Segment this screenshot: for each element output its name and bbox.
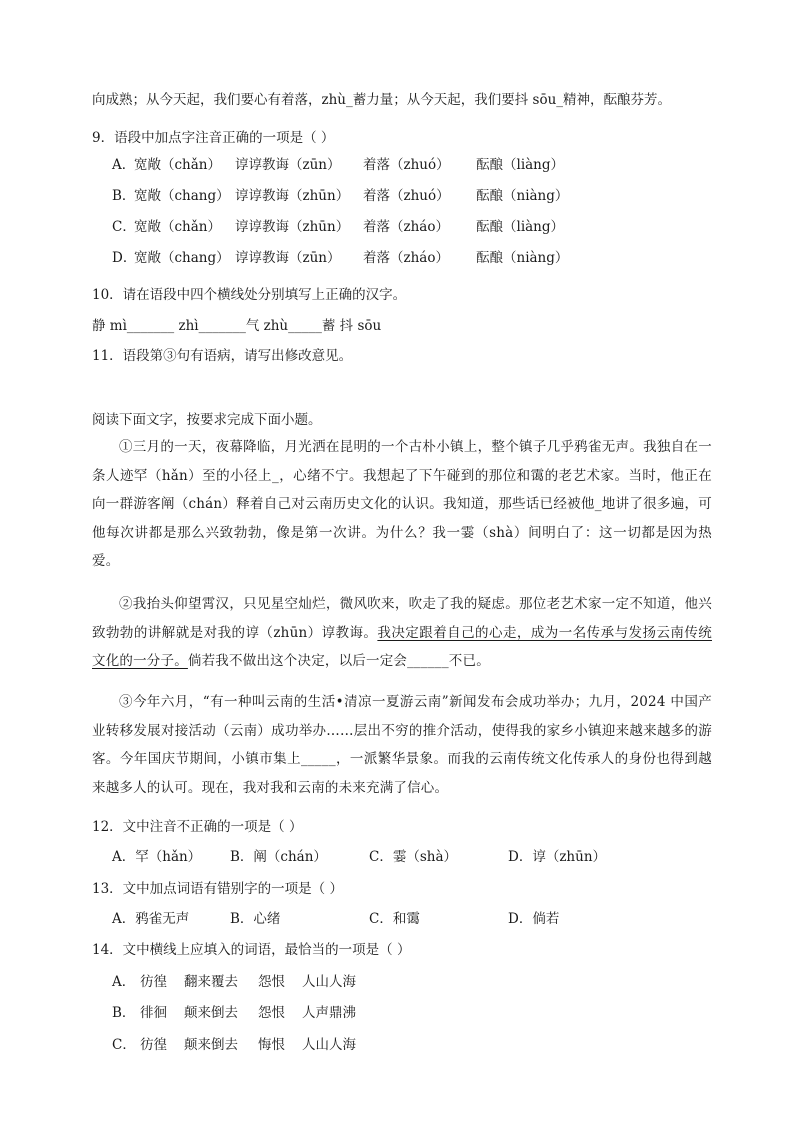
question-13-option-d: D．倘若 <box>508 911 560 927</box>
reading-instruction: 阅读下面文字，按要求完成下面小题。 <box>92 412 322 428</box>
question-10-blanks: 静 mì_______ zhì_______气 zhù_____蓄 抖 sōu <box>92 318 382 334</box>
reading-paragraph-2: ②我抬头仰望霄汉，只见星空灿烂，微风吹来，吹走了我的疑虑。那位老艺术家一定不知道，他兴致勃勃的讲解就是对我的谆（zhūn）谆教诲。我决定跟着自己的心走，成为一名传承与发扬云南传统文化的一分子。倘若我不做出这个决定，以后一定会______不已。 <box>92 596 712 670</box>
question-13-option-b: B．心绪 <box>230 911 281 927</box>
exam-page: 向成熟；从今天起，我们要心有着落，zhù_蓄力量；从今天起，我们要抖 sōu_精神，酝酿芬芳。 9．语段中加点字注音正确的一项是（ ） A． 宽敞（chǎn） 谆谆教诲（zūn） 着落（zhuó） 酝酿（liàng） B． 宽敞（chang） 谆谆教诲（zhūn） 着落（zhuó） 酝酿（niàng） C． 宽敞（chǎn） 谆谆教诲（zhūn） 着落（zháo） 酝酿（liàng） D． 宽敞（chang） 谆谆教诲（zūn） 着落（zháo） 酝酿（niàng） 10．请在语段中四个横线处分别填写上正确的汉字。 静 mì_______ zhì_______气 zhù_____蓄 抖 sōu 11．语段第③句有语病，请写出修改意见。 阅读下面文字，按要求完成下面小题。 ①三月的一天，夜幕降临，月光洒在昆明的一个古朴小镇上，整个镇子几乎鸦雀无声。我独自在一条人迹罕（hǎn）至的小径上_，心绪不宁。我想起了下午碰到的那位和霭的老艺术家。当时，他正在向一群游客阐（chán）释着自己对云南历史文化的认识。我知道，那些话已经被他_地讲了很多遍，可他每次讲都是那么兴致勃勃，像是第一次讲。为什么？我一霎（shà）间明白了：这一切都是因为热爱。 ②我抬头仰望霄汉，只见星空灿烂，微风吹来，吹走了我的疑虑。那位老艺术家一定不知道，他兴致勃勃的讲解就是对我的谆（zhūn）谆教诲。我决定跟着自己的心走，成为一名传承与发扬云南传统文化的一分子。倘若我不做出这个决定，以后一定会______不已。 ③今年六月，“有一种叫云南的生活•清凉一夏游云南”新闻发布会成功举办；九月，2024 中国产业转移发展对接活动（云南）成功举办……层出不穷的推介活动，使得我的家乡小镇迎来越来越多的游客。今年国庆节期间，小镇市集上_____，一派繁华景象。而我的云南传统文化传承人的身份也得到越来越多人的认可。现在，我对我和云南的未来充满了信心。 12．文中注音不正确的一项是（ ） A．罕（hǎn） B．阐（chán） C．霎（shà） D．谆（zhūn） 13．文中加点词语有错别字的一项是（ ） A．鸦雀无声 B．心绪 C．和霭 D．倘若 14．文中横线上应填入的词语，最恰当的一项是（ ） A． 彷徨 翻来覆去 怨恨 人山人海 B． 徘徊 颠来倒去 怨恨 人声鼎沸 C． 彷徨 颠来倒去 悔恨 人山人海 <box>92 92 712 1053</box>
reading-paragraph-3: ③今年六月，“有一种叫云南的生活•清凉一夏游云南”新闻发布会成功举办；九月，2024 中国产业转移发展对接活动（云南）成功举办……层出不穷的推介活动，使得我的家乡小镇迎来越来越多的游客。今年国庆节期间，小镇市集上_____，一派繁华景象。而我的云南传统文化传承人的身份也得到越来越多人的认可。现在，我对我和云南的未来充满了信心。 <box>92 694 712 796</box>
reading-paragraph-1: ①三月的一天，夜幕降临，月光洒在昆明的一个古朴小镇上，整个镇子几乎鸦雀无声。我独自在一条人迹罕（hǎn）至的小径上_，心绪不宁。我想起了下午碰到的那位和霭的老艺术家。当时，他正在向一群游客阐（chán）释着自己对云南历史文化的认识。我知道，那些话已经被他_地讲了很多遍，可他每次讲都是那么兴致勃勃，像是第一次讲。为什么？我一霎（shà）间明白了：这一切都是因为热爱。 <box>92 439 712 570</box>
continued-text-line: 向成熟；从今天起，我们要心有着落，zhù_蓄力量；从今天起，我们要抖 sōu_精神，酝酿芬芳。 <box>92 92 672 108</box>
question-13-option-c: C．和霭 <box>369 911 420 927</box>
question-12-option-c: C．霎（shà） <box>369 849 458 865</box>
question-9-stem: 9．语段中加点字注音正确的一项是（ ） <box>92 130 335 146</box>
question-12-option-d: D．谆（zhūn） <box>508 849 607 865</box>
question-13-option-a: A．鸦雀无声 <box>112 911 190 927</box>
question-13-stem: 13．文中加点词语有错别字的一项是（ ） <box>92 881 343 897</box>
question-10-stem: 10．请在语段中四个横线处分别填写上正确的汉字。 <box>92 287 407 303</box>
question-12-stem: 12．文中注音不正确的一项是（ ） <box>92 819 303 835</box>
question-11-stem: 11．语段第③句有语病，请写出修改意见。 <box>92 348 353 364</box>
question-12-option-a: A．罕（hǎn） <box>112 849 202 865</box>
underlined-sentence: 我决定跟着自己的心走，成为一名传承与发扬云南传统文化的一分子。 <box>92 624 712 670</box>
question-12-option-b: B．阐（chán） <box>230 849 327 865</box>
question-14-stem: 14．文中横线上应填入的词语，最恰当的一项是（ ） <box>92 942 411 958</box>
